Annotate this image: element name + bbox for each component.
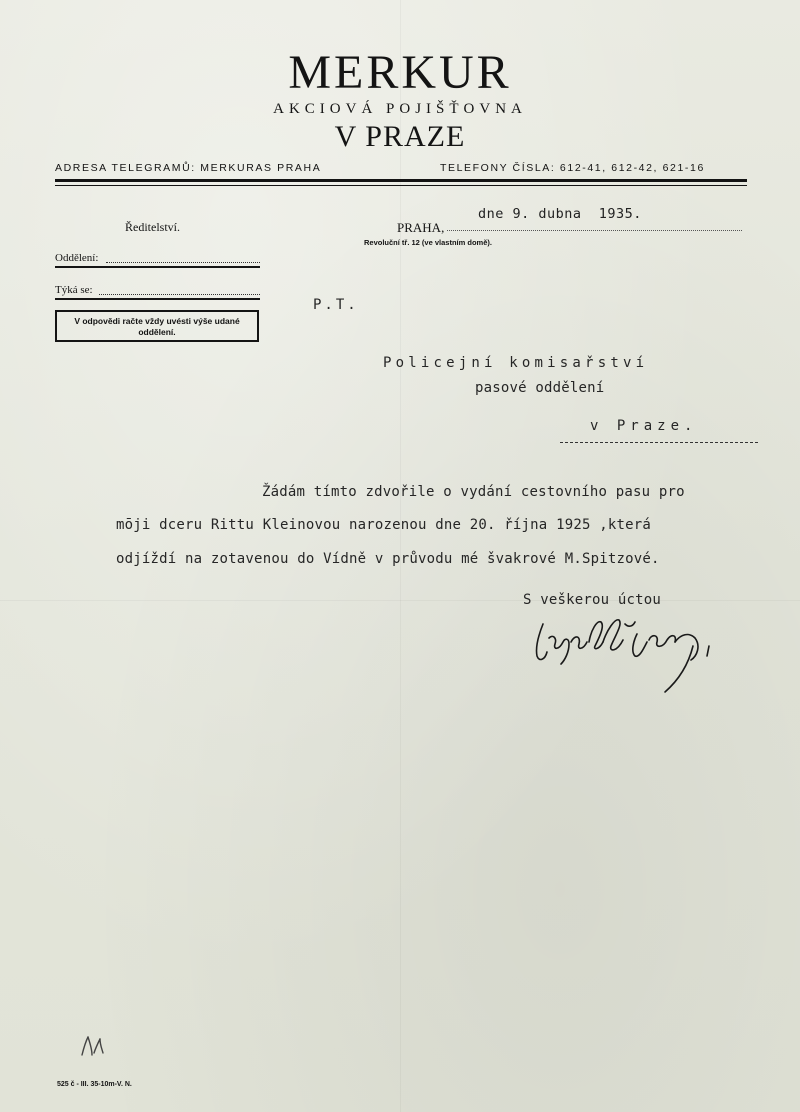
- recipient-line: pasové oddělení: [475, 380, 605, 396]
- handwritten-signature: [525, 612, 725, 702]
- office-address: Revoluční tř. 12 (ve vlastním domě).: [364, 238, 492, 247]
- body-line: mōji dceru Rittu Kleinovou narozenou dne 20. října 1925 ,která: [116, 517, 651, 533]
- place-label: PRAHA,: [397, 220, 445, 235]
- recipient-underline: [560, 442, 758, 443]
- header-rule-thin: [55, 185, 747, 186]
- body-line: odjíždí na zotavenou do Vídně v průvodu mé švakrové M.Spitzové.: [116, 551, 660, 567]
- recipient-line: Policejní komisařství: [383, 355, 649, 371]
- fold-crease-horizontal: [0, 600, 800, 601]
- recipient-line: v Praze.: [590, 418, 698, 434]
- print-code: 525 č - III. 35-10m-V. N.: [57, 1081, 132, 1088]
- department-underline: [55, 266, 260, 268]
- phone-numbers: TELEFONY ČÍSLA: 612-41, 612-42, 621-16: [440, 162, 705, 174]
- letter-date: dne 9. dubna 1935.: [478, 206, 642, 222]
- company-name: MERKUR: [288, 46, 512, 99]
- concerns-label: Týká se:: [55, 284, 93, 296]
- concerns-dotted-line: [99, 294, 260, 295]
- telegram-address: ADRESA TELEGRAMŮ: MERKURAS PRAHA: [55, 162, 322, 174]
- company-city: V PRAZE: [334, 120, 466, 153]
- concerns-underline: [55, 298, 260, 300]
- department-label: Oddělení:: [55, 252, 99, 264]
- closing: S veškerou úctou: [523, 592, 662, 608]
- date-dotted-line: [447, 230, 742, 231]
- ink-mark: [78, 1033, 106, 1059]
- header-rule-thick: [55, 179, 747, 182]
- department-dotted-line: [106, 262, 260, 263]
- reply-note-box: V odpovědi račte vždy uvésti výše udané oddělení.: [55, 310, 259, 342]
- body-line: Žádám tímto zdvořile o vydání cestovního pasu pro: [262, 484, 685, 500]
- salutation: P.T.: [313, 297, 359, 313]
- company-subtitle: AKCIOVÁ POJIŠŤOVNA: [273, 101, 527, 117]
- office-label: Ředitelství.: [125, 220, 180, 234]
